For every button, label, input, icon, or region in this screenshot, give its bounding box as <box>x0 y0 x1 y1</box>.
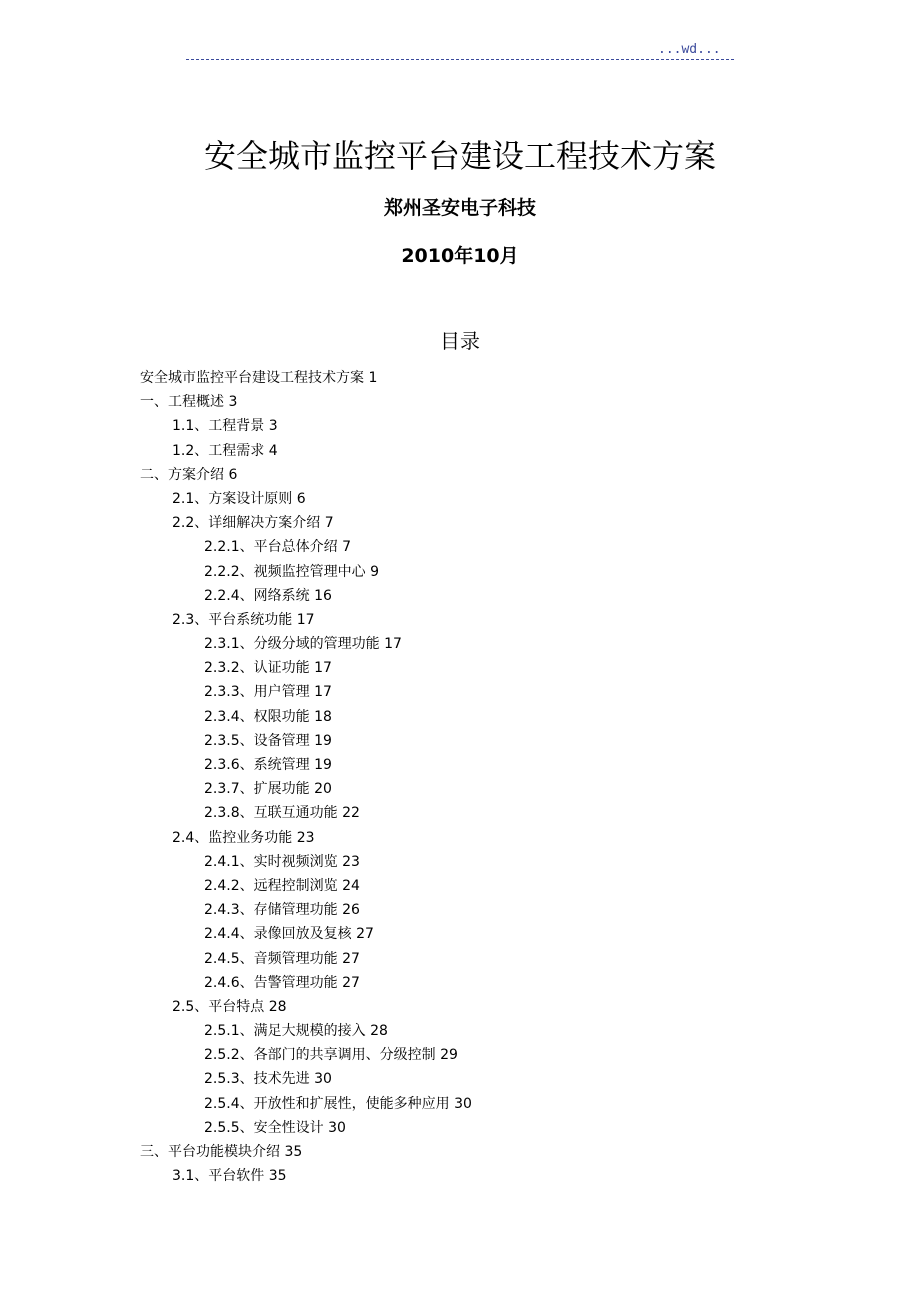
toc-item[interactable]: 2.3.5、设备管理 19 <box>204 732 332 749</box>
header-divider <box>186 59 734 60</box>
company-name: 郑州圣安电子科技 <box>383 197 536 219</box>
toc-item[interactable]: 2.3.1、分级分域的管理功能 17 <box>204 636 402 653</box>
toc-item[interactable]: 1.1、工程背景 3 <box>172 418 278 435</box>
toc-item[interactable]: 二、方案介绍 6 <box>140 466 238 483</box>
toc-item[interactable]: 2.4.3、存储管理功能 26 <box>204 902 360 919</box>
toc-item[interactable]: 2.5.5、安全性设计 30 <box>204 1119 346 1136</box>
toc-heading: 目录 <box>440 329 480 353</box>
toc-item[interactable]: 3.1、平台软件 35 <box>172 1168 287 1185</box>
toc-item[interactable]: 2.5.3、技术先进 30 <box>204 1071 332 1088</box>
toc-item[interactable]: 2.2.4、网络系统 16 <box>204 587 332 604</box>
toc-item[interactable]: 2.5.2、各部门的共享调用、分级控制 29 <box>204 1047 458 1064</box>
toc-item[interactable]: 2.2、详细解决方案介绍 7 <box>172 515 334 532</box>
toc-item[interactable]: 2.3.7、扩展功能 20 <box>204 781 332 798</box>
toc-item[interactable]: 2.4、监控业务功能 23 <box>172 829 315 846</box>
table-of-contents <box>140 366 840 1188</box>
toc-item[interactable]: 三、平台功能模块介绍 35 <box>140 1144 303 1160</box>
document-date: 2010年10月 <box>401 245 519 267</box>
toc-item[interactable]: 2.4.2、远程控制浏览 24 <box>204 877 360 894</box>
toc-item[interactable]: 2.2.1、平台总体介绍 7 <box>204 539 351 556</box>
toc-item[interactable]: 2.4.6、告警管理功能 27 <box>204 974 360 991</box>
toc-item[interactable]: 2.3.4、权限功能 18 <box>204 708 332 725</box>
toc-item[interactable]: 2.3.2、认证功能 17 <box>204 660 332 677</box>
toc-item[interactable]: 安全城市监控平台建设工程技术方案 1 <box>140 370 378 386</box>
toc-item[interactable]: 2.1、方案设计原则 6 <box>172 490 306 507</box>
toc-item[interactable]: 2.5.4、开放性和扩展性，使能多种应用 30 <box>204 1095 472 1112</box>
toc-item[interactable]: 2.3、平台系统功能 17 <box>172 611 315 628</box>
toc-item[interactable]: 2.3.8、互联互通功能 22 <box>204 805 360 822</box>
toc-item[interactable]: 2.4.1、实时视频浏览 23 <box>204 853 360 870</box>
toc-item[interactable]: 1.2、工程需求 4 <box>172 442 278 459</box>
toc-item[interactable]: 一、工程概述 3 <box>140 394 238 411</box>
toc-item[interactable]: 2.5、平台特点 28 <box>172 998 287 1015</box>
document-title: 安全城市监控平台建设工程技术方案 <box>203 137 716 175</box>
toc-item[interactable]: 2.5.1、满足大规模的接入 28 <box>204 1023 388 1040</box>
toc-item[interactable]: 2.4.5、音频管理功能 27 <box>204 950 360 967</box>
header-mark: ...wd... <box>658 42 721 57</box>
toc-item[interactable]: 2.2.2、视频监控管理中心 9 <box>204 563 379 580</box>
toc-item[interactable]: 2.4.4、录像回放及复核 27 <box>204 926 374 943</box>
toc-item[interactable]: 2.3.3、用户管理 17 <box>204 684 332 701</box>
toc-item[interactable]: 2.3.6、系统管理 19 <box>204 757 332 773</box>
